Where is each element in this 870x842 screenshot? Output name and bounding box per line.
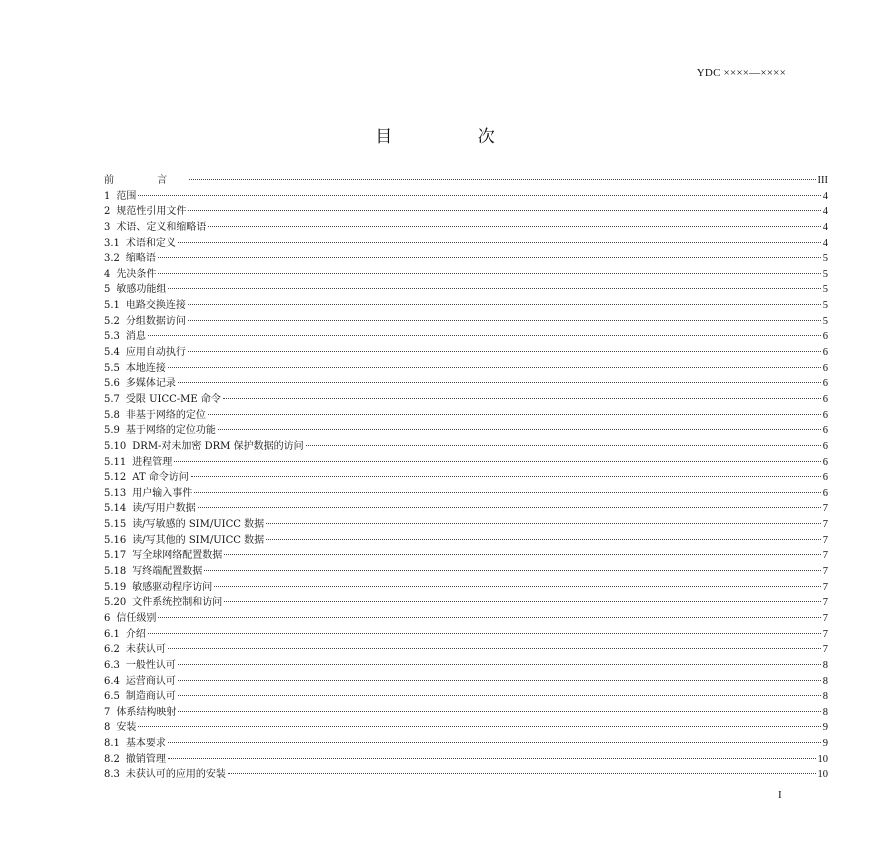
toc-entry-page: 7 bbox=[822, 566, 828, 578]
dot-leader bbox=[224, 554, 820, 555]
toc-entry-title: 撤销管理 bbox=[125, 753, 166, 765]
dot-leader bbox=[214, 586, 820, 587]
toc-entry-number: 5.20 bbox=[104, 597, 127, 609]
dot-leader bbox=[158, 257, 821, 258]
toc-entry-title: 非基于网络的定位 bbox=[125, 409, 206, 421]
toc-entry-page: 6 bbox=[822, 487, 828, 499]
dot-leader bbox=[188, 304, 821, 305]
dot-leader bbox=[198, 507, 821, 508]
page-number: I bbox=[778, 789, 782, 801]
toc-entry-number: 5.18 bbox=[104, 566, 127, 578]
toc-entry-title: 基本要求 bbox=[125, 738, 166, 750]
standard-code: YDC ××××—×××× bbox=[696, 67, 786, 79]
toc-entry[interactable] bbox=[104, 564, 828, 580]
toc-entry-page: 6 bbox=[822, 440, 828, 452]
toc-entry-title: 多媒体记录 bbox=[125, 378, 176, 390]
dot-leader bbox=[191, 476, 821, 477]
toc-entry[interactable] bbox=[104, 376, 828, 392]
toc-entry-page: 8 bbox=[822, 706, 828, 718]
toc-entry-title: 分组数据访问 bbox=[125, 315, 186, 327]
toc-entry-title: 介绍 bbox=[125, 628, 146, 640]
toc-entry[interactable] bbox=[104, 423, 828, 439]
toc-entry[interactable] bbox=[104, 533, 828, 549]
toc-entry-number: 5.2 bbox=[104, 315, 120, 327]
dot-leader bbox=[266, 523, 821, 524]
toc-entry-number: 5.3 bbox=[104, 331, 120, 343]
dot-leader bbox=[178, 680, 821, 681]
toc-entry[interactable] bbox=[104, 251, 828, 267]
toc-entry-title: 术语、定义和缩略语 bbox=[116, 221, 207, 233]
toc-entry-title: 文件系统控制和访问 bbox=[132, 597, 223, 609]
toc-entry-page: 5 bbox=[822, 315, 828, 327]
toc-entry-title: 读/写敏感的 SIM/UICC 数据 bbox=[132, 519, 265, 531]
toc-entry[interactable] bbox=[104, 470, 828, 486]
dot-leader bbox=[189, 179, 815, 180]
toc-entry-title: 写全球网络配置数据 bbox=[132, 550, 223, 562]
toc-entry-title: 读/写其他的 SIM/UICC 数据 bbox=[132, 534, 265, 546]
toc-entry-page: 8 bbox=[822, 659, 828, 671]
toc-entry-page: 6 bbox=[822, 409, 828, 421]
table-of-contents bbox=[104, 173, 828, 783]
dot-leader bbox=[174, 461, 820, 462]
toc-entry-title: 安装 bbox=[116, 722, 137, 734]
toc-entry-title: 信任级别 bbox=[116, 612, 157, 624]
dot-leader bbox=[208, 226, 820, 227]
toc-entry-title: 用户输入事件 bbox=[132, 487, 193, 499]
toc-entry[interactable] bbox=[104, 189, 828, 205]
toc-entry-number: 5.13 bbox=[104, 487, 127, 499]
toc-entry-title: 读/写用户数据 bbox=[132, 503, 196, 515]
toc-entry-number: 6.4 bbox=[104, 675, 120, 687]
toc-entry-page: 4 bbox=[822, 221, 828, 233]
toc-entry-number: 5.9 bbox=[104, 425, 120, 437]
dot-leader bbox=[168, 648, 821, 649]
toc-entry-title: 术语和定义 bbox=[125, 237, 176, 249]
toc-entry[interactable] bbox=[104, 674, 828, 690]
toc-entry-page: 7 bbox=[822, 550, 828, 562]
toc-entry[interactable] bbox=[104, 439, 828, 455]
toc-entry-number: 6.2 bbox=[104, 644, 120, 656]
toc-entry[interactable] bbox=[104, 204, 828, 220]
dot-leader bbox=[168, 742, 821, 743]
toc-entry[interactable] bbox=[104, 486, 828, 502]
toc-entry-page: 7 bbox=[822, 597, 828, 609]
toc-entry[interactable] bbox=[104, 595, 828, 611]
dot-leader bbox=[168, 288, 820, 289]
dot-leader bbox=[266, 539, 821, 540]
toc-entry[interactable] bbox=[104, 236, 828, 252]
toc-entry[interactable] bbox=[104, 501, 828, 517]
toc-entry-number: 7 bbox=[104, 706, 111, 718]
toc-entry-number: 3 bbox=[104, 221, 111, 233]
toc-entry[interactable] bbox=[104, 173, 828, 189]
toc-entry-number: 5.7 bbox=[104, 393, 120, 405]
toc-entry-page: 7 bbox=[822, 503, 828, 515]
toc-entry-page: 7 bbox=[822, 534, 828, 546]
toc-entry-page: 5 bbox=[822, 268, 828, 280]
toc-entry[interactable] bbox=[104, 455, 828, 471]
toc-entry[interactable] bbox=[104, 611, 828, 627]
dot-leader bbox=[178, 242, 821, 243]
toc-entry-title: 制造商认可 bbox=[125, 691, 176, 703]
toc-entry-number: 5.5 bbox=[104, 362, 120, 374]
toc-entry-number: 8.2 bbox=[104, 753, 120, 765]
toc-entry[interactable] bbox=[104, 361, 828, 377]
toc-entry-page: III bbox=[817, 175, 828, 186]
toc-entry[interactable] bbox=[104, 408, 828, 424]
toc-entry-page: 6 bbox=[822, 393, 828, 405]
toc-entry-number: 5.12 bbox=[104, 472, 127, 484]
page-title: 目 次 bbox=[375, 127, 535, 147]
toc-entry-page: 5 bbox=[822, 253, 828, 265]
toc-entry-number: 5.10 bbox=[104, 440, 127, 452]
toc-entry-page: 7 bbox=[822, 612, 828, 624]
toc-entry-page: 7 bbox=[822, 519, 828, 531]
toc-entry-number: 3.2 bbox=[104, 253, 120, 265]
toc-entry-page: 6 bbox=[822, 425, 828, 437]
dot-leader bbox=[306, 445, 821, 446]
toc-entry-number: 5.15 bbox=[104, 519, 127, 531]
toc-entry-page: 8 bbox=[822, 691, 828, 703]
toc-entry[interactable] bbox=[104, 517, 828, 533]
toc-entry-title: 进程管理 bbox=[132, 456, 173, 468]
toc-entry-title: 未获认可的应用的安装 bbox=[125, 769, 226, 781]
toc-entry-number: 6.1 bbox=[104, 628, 120, 640]
dot-leader bbox=[168, 758, 816, 759]
toc-entry-title: 基于网络的定位功能 bbox=[125, 425, 216, 437]
toc-entry-title: 先决条件 bbox=[116, 268, 157, 280]
toc-entry-number: 3.1 bbox=[104, 237, 120, 249]
toc-entry[interactable] bbox=[104, 736, 828, 752]
dot-leader bbox=[158, 273, 820, 274]
toc-entry-page: 6 bbox=[822, 378, 828, 390]
dot-leader bbox=[204, 570, 820, 571]
toc-entry-page: 5 bbox=[822, 300, 828, 312]
toc-entry-title: AT 命令访问 bbox=[132, 472, 189, 484]
toc-entry-page: 8 bbox=[822, 675, 828, 687]
toc-entry[interactable] bbox=[104, 767, 828, 783]
toc-entry-page: 6 bbox=[822, 456, 828, 468]
toc-entry-number: 8.3 bbox=[104, 769, 120, 781]
dot-leader bbox=[223, 398, 821, 399]
toc-entry-title: 应用自动执行 bbox=[125, 347, 186, 359]
toc-entry[interactable] bbox=[104, 220, 828, 236]
toc-entry-title: 缩略语 bbox=[125, 253, 156, 265]
toc-entry-number: 5.1 bbox=[104, 300, 120, 312]
dot-leader bbox=[148, 335, 821, 336]
dot-leader bbox=[178, 695, 821, 696]
toc-entry-number: 5.11 bbox=[104, 456, 127, 468]
toc-entry-number: 5 bbox=[104, 284, 111, 296]
dot-leader bbox=[178, 382, 821, 383]
dot-leader bbox=[178, 711, 820, 712]
toc-entry-number: 5.16 bbox=[104, 534, 127, 546]
toc-entry-page: 7 bbox=[822, 644, 828, 656]
toc-entry-page: 7 bbox=[822, 581, 828, 593]
toc-entry-title: 受限 UICC-ME 命令 bbox=[125, 393, 221, 405]
toc-entry-page: 4 bbox=[822, 206, 828, 218]
toc-entry-page: 6 bbox=[822, 362, 828, 374]
dot-leader bbox=[168, 367, 821, 368]
dot-leader bbox=[194, 492, 820, 493]
toc-entry-page: 4 bbox=[822, 237, 828, 249]
toc-entry-page: 4 bbox=[822, 190, 828, 202]
toc-entry[interactable] bbox=[104, 329, 828, 345]
toc-entry-title: 敏感功能组 bbox=[116, 284, 167, 296]
dot-leader bbox=[178, 664, 821, 665]
toc-entry-number: 6.3 bbox=[104, 659, 120, 671]
toc-entry[interactable] bbox=[104, 658, 828, 674]
dot-leader bbox=[188, 320, 821, 321]
toc-entry-number: 2 bbox=[104, 206, 111, 218]
dot-leader bbox=[228, 773, 816, 774]
toc-entry-page: 9 bbox=[822, 738, 828, 750]
toc-entry-title: 一般性认可 bbox=[125, 659, 176, 671]
toc-entry[interactable] bbox=[104, 548, 828, 564]
toc-entry-page: 6 bbox=[822, 331, 828, 343]
toc-entry[interactable] bbox=[104, 705, 828, 721]
toc-entry-title: 消息 bbox=[125, 331, 146, 343]
toc-entry-number: 5.8 bbox=[104, 409, 120, 421]
toc-entry-page: 6 bbox=[822, 472, 828, 484]
dot-leader bbox=[188, 210, 820, 211]
toc-entry-page: 7 bbox=[822, 628, 828, 640]
toc-entry[interactable] bbox=[104, 642, 828, 658]
toc-entry-page: 9 bbox=[822, 722, 828, 734]
dot-leader bbox=[148, 633, 821, 634]
toc-entry[interactable] bbox=[104, 580, 828, 596]
toc-entry-title: 前 言 bbox=[104, 175, 188, 186]
toc-entry-title: 范围 bbox=[116, 190, 137, 202]
dot-leader bbox=[208, 414, 821, 415]
toc-entry-title: 电路交换连接 bbox=[125, 300, 186, 312]
dot-leader bbox=[158, 617, 820, 618]
toc-entry-number: 5.19 bbox=[104, 581, 127, 593]
toc-entry-title: 本地连接 bbox=[125, 362, 166, 374]
toc-entry-number: 6 bbox=[104, 612, 111, 624]
toc-entry-number: 5.17 bbox=[104, 550, 127, 562]
dot-leader bbox=[218, 429, 821, 430]
toc-entry-number: 6.5 bbox=[104, 691, 120, 703]
toc-entry-number: 5.14 bbox=[104, 503, 127, 515]
toc-entry-number: 8 bbox=[104, 722, 111, 734]
toc-entry-number: 5.4 bbox=[104, 347, 120, 359]
toc-entry-number: 4 bbox=[104, 268, 111, 280]
toc-entry[interactable] bbox=[104, 689, 828, 705]
toc-entry-title: DRM-对未加密 DRM 保护数据的访问 bbox=[132, 440, 304, 452]
toc-entry[interactable] bbox=[104, 752, 828, 768]
dot-leader bbox=[138, 195, 820, 196]
toc-entry-number: 8.1 bbox=[104, 738, 120, 750]
toc-entry[interactable] bbox=[104, 345, 828, 361]
toc-entry-title: 规范性引用文件 bbox=[116, 206, 187, 218]
toc-entry[interactable] bbox=[104, 282, 828, 298]
toc-entry[interactable] bbox=[104, 298, 828, 314]
toc-entry[interactable] bbox=[104, 627, 828, 643]
toc-entry-title: 敏感驱动程序访问 bbox=[132, 581, 213, 593]
toc-entry-number: 5.6 bbox=[104, 378, 120, 390]
dot-leader bbox=[138, 726, 820, 727]
toc-entry-title: 体系结构映射 bbox=[116, 706, 177, 718]
toc-entry-title: 写终端配置数据 bbox=[132, 566, 203, 578]
toc-entry-page: 10 bbox=[817, 769, 828, 781]
toc-entry-number: 1 bbox=[104, 190, 111, 202]
toc-entry-title: 未获认可 bbox=[125, 644, 166, 656]
dot-leader bbox=[188, 351, 821, 352]
toc-entry-page: 5 bbox=[822, 284, 828, 296]
toc-entry[interactable] bbox=[104, 720, 828, 736]
toc-entry[interactable] bbox=[104, 392, 828, 408]
dot-leader bbox=[224, 601, 820, 602]
toc-entry-title: 运营商认可 bbox=[125, 675, 176, 687]
toc-entry-page: 6 bbox=[822, 347, 828, 359]
toc-entry[interactable] bbox=[104, 267, 828, 283]
toc-entry[interactable] bbox=[104, 314, 828, 330]
toc-entry-page: 10 bbox=[817, 753, 828, 765]
